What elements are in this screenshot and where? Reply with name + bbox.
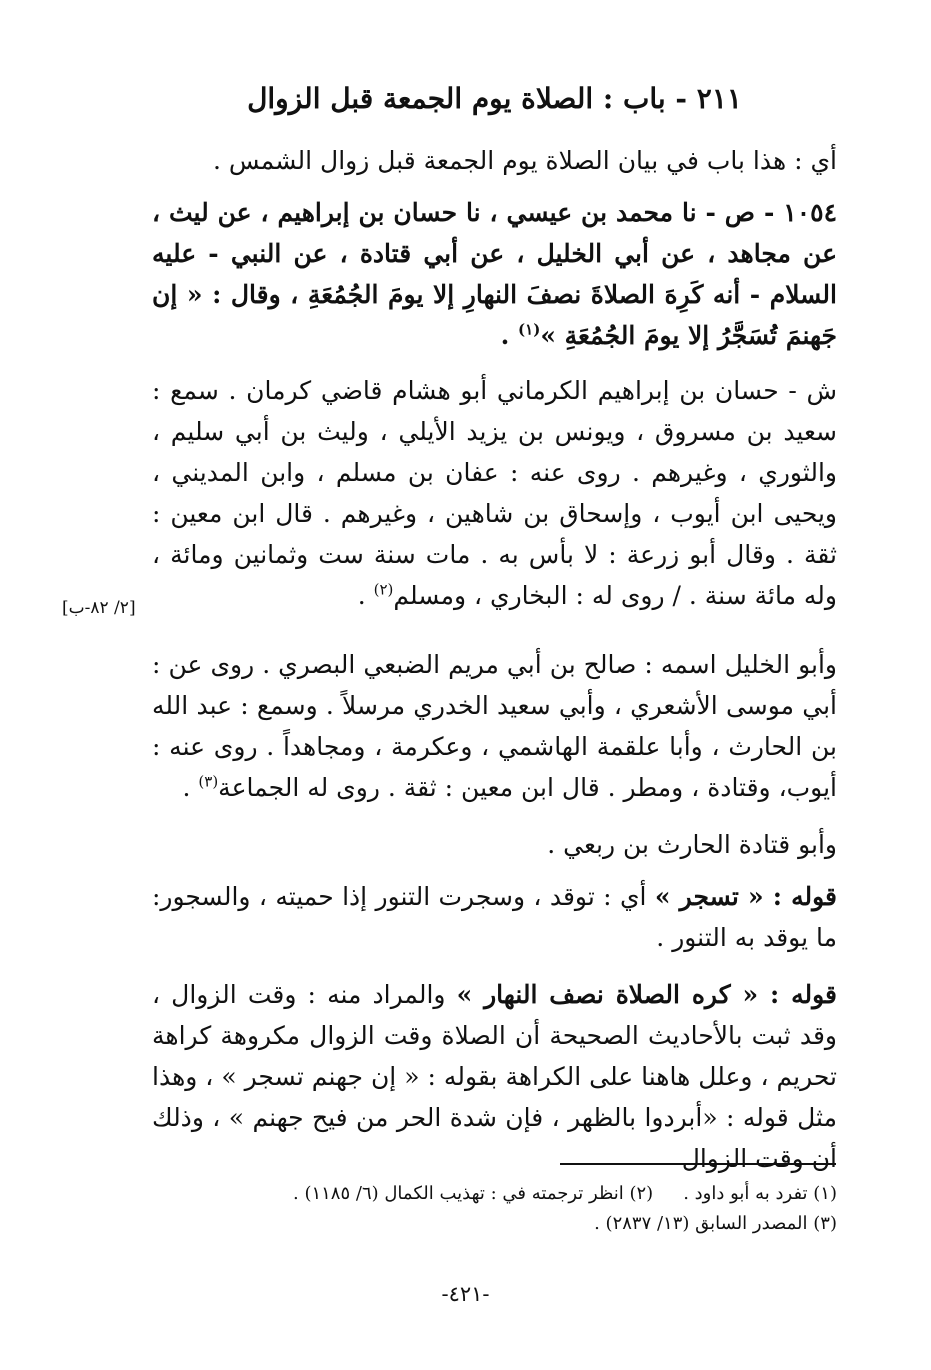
commentary-hassan-end: . (357, 581, 374, 610)
qawluhu-tusjar (152, 876, 837, 958)
page-number: -٤٢١- (441, 1282, 490, 1306)
footnote-2: (٢) انظر ترجمته في : تهذيب الكمال (٦/ ١١٨٥) . (293, 1183, 654, 1204)
chapter-title: ٢١١ - باب : الصلاة يوم الجمعة قبل الزوال (247, 82, 742, 115)
hadith-end: . (500, 321, 519, 350)
footnote-line-1 (152, 1180, 837, 1208)
footnote-3: (٣) المصدر السابق (١٣/ ٢٨٣٧) . (594, 1213, 837, 1234)
hadith-text: ١٠٥٤ - ص - نا محمد بن عيسي ، نا حسان بن إبراهيم ، عن ليث ، عن مجاهد ، عن أبي الخليل ، عن أبي قتادة ، عن النبي - عليه السلام - أنه كَرِهَ الصلاةَ نصفَ النهارِ إلا يومَ الجُمُعَةِ ، وقال : « إن جَهنمَ تُسَجَّرُ إلا يومَ الجُمُعَةِ » (152, 198, 837, 350)
commentary-abu-khalil-end: . (182, 773, 199, 802)
qawluhu-tusjar-lead: قوله : « تسجر » (654, 882, 838, 911)
hadith-paragraph (152, 192, 837, 356)
manuscript-folio-note: [٢/ ٨٢-ب] (62, 598, 136, 618)
intro-paragraph: أي : هذا باب في بيان الصلاة يوم الجمعة قبل زوال الشمس . (213, 146, 837, 175)
footnote-1: (١) تفرد به أبو داود . (683, 1183, 837, 1204)
qawluhu-kariha-lead: قوله : « كره الصلاة نصف النهار » (456, 980, 837, 1009)
qawluhu-kariha-text: والمراد منه : وقت الزوال ، وقد ثبت بالأحاديث الصحيحة أن الصلاة وقت الزوال مكروهة كراهة تحريم ، وعلل هاهنا على الكراهة بقوله : « إن جهنم تسجر » ، وهذا مثل قوله : «أبردوا بالظهر ، فإن شدة الحر من فيح جهنم » ، وذلك أن وقت الزوال (152, 980, 837, 1173)
footnote-ref-2: (٢) (373, 580, 394, 599)
qawluhu-kariha (152, 974, 837, 1179)
footnote-divider (560, 1163, 836, 1165)
commentary-hassan (152, 370, 837, 616)
commentary-hassan-text: ش - حسان بن إبراهيم الكرماني أبو هشام قاضي كرمان . سمع : سعيد بن مسروق ، ويونس بن يزيد الأيلي ، وليث بن أبي سليم ، والثوري ، وغيرهم . روى عنه : عفان بن مسلم ، وابن المديني ، ويحيى ابن أيوب ، وإسحاق بن شاهين ، وغيرهم . قال ابن معين : ثقة . وقال أبو زرعة : لا بأس به . مات سنة ست وثمانين ومائة ، وله مائة سنة . / روى له : البخاري ، ومسلم (152, 376, 837, 610)
footnote-ref-3: (٣) (198, 772, 219, 791)
commentary-abu-qatada: وأبو قتادة الحارث بن ربعي . (547, 830, 837, 859)
footnote-ref-1: (١) (518, 320, 541, 339)
commentary-abu-khalil (152, 644, 837, 808)
footnote-line-2 (152, 1210, 837, 1238)
qawluhu-tusjar-text: أي : توقد ، وسجرت التنور إذا حميته ، والسجور: ما يوقد به التنور . (152, 882, 837, 952)
commentary-abu-khalil-text: وأبو الخليل اسمه : صالح بن أبي مريم الضبعي البصري . روى عن : أبي موسى الأشعري ، وأبي سعيد الخدري مرسلاً . وسمع : عبد الله بن الحارث ، وأبا علقمة الهاشمي ، وعكرمة ، ومجاهداً . روى عنه : أيوب، وقتادة ، ومطر . قال ابن معين : ثقة . روى له الجماعة (152, 650, 837, 802)
